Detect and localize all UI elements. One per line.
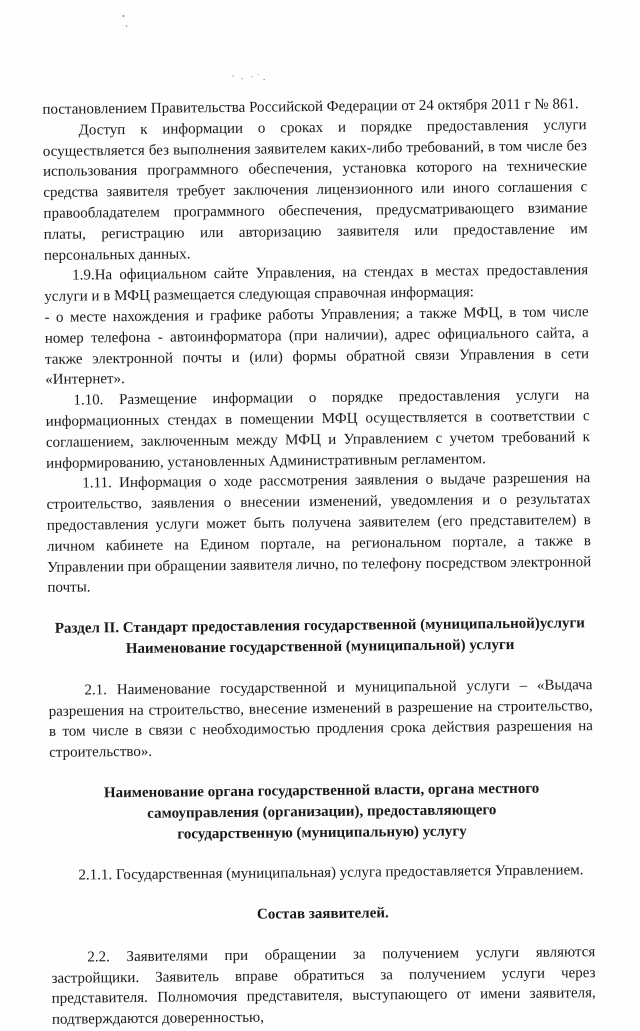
- paragraph-1-11: 1.11. Информация о ходе рассмотрения заявления о выдаче разрешения на строительство, заявления о внесении изменений, уведомления и о результатах предоставления услуги может быть получена заявителем (его представителем) в личном кабинете на Едином портале, на региональном портале, а также в Управлении при обращении заявителя лично, по телефону посредством электронной почты.: [46, 470, 592, 597]
- paragraph-access-info: Доступ к информации о сроках и порядке предоставления услуги осуществляется без выполнения заявителем каких-либо требований, в том числе без использования программного обеспечения, установка которого на технические средства заявителя требует заключения лицензионного или иного соглашения с правообладателем программного обеспечения, предусматривающего взимание платы, регистрацию или авторизацию заявителя или предоставление им персональных данных.: [42, 116, 588, 264]
- paragraph-2-1-1: 2.1.1. Государственная (муниципальная) услуга предоставляется Управлением.: [78, 862, 584, 884]
- paragraph-1-10: 1.10. Размещение информации о порядке предоставления услуги на информационных стендах в помещении МФЦ осуществляется в соответствии с соглашением, заключенным между МФЦ и Управлением с учетом требований к информированию, установленных Административным регламентом.: [45, 387, 590, 472]
- paragraph-1-9: 1.9.На официальном сайте Управления, на стендах в местах предоставления услуги и в МФЦ размещается следующая справочная информация:: [44, 262, 589, 306]
- paragraph-2-1: 2.1. Наименование государственной и муниципальной услуги – «Выдача разрешения на строительство, внесение изменений в разрешение на строительство, в том числе в связи с необходимостью продления срока действия разрешения на строительство».: [48, 676, 593, 761]
- paragraph-2-2: 2.2. Заявителями при обращении за получением услуги являются застройщики. Заявитель вправе обратиться за получением услуги через представителя. Полномочия представителя, выступающего от имени заявителя, подтверждаются доверенностью,: [51, 944, 596, 1029]
- service-name-heading: Наименование государственной (муниципальной) услуги: [125, 636, 515, 657]
- applicants-heading: Состав заявителей.: [256, 905, 389, 923]
- document-body: [42, 94, 596, 1031]
- paragraph-location-info: - о месте нахождения и графике работы Управления; а также МФЦ, в том числе номер телефона - автоинформатора (при наличии), адрес официального сайта, а также электронной почты и (или) формы обратной связи Управления в сети «Интернет».: [44, 304, 590, 389]
- organ-heading: Наименование органа государственной власти, органа местного самоуправления (организации), предоставляющего государственную (муниципальную) услугу: [103, 780, 540, 843]
- paragraph-decree-ref: постановлением Правительства Российской Федерации от 24 октября 2011 г № 861.: [42, 96, 579, 118]
- section-2-heading: Раздел II. Стандарт предоставления государственной (муниципальной)услуги: [54, 615, 585, 637]
